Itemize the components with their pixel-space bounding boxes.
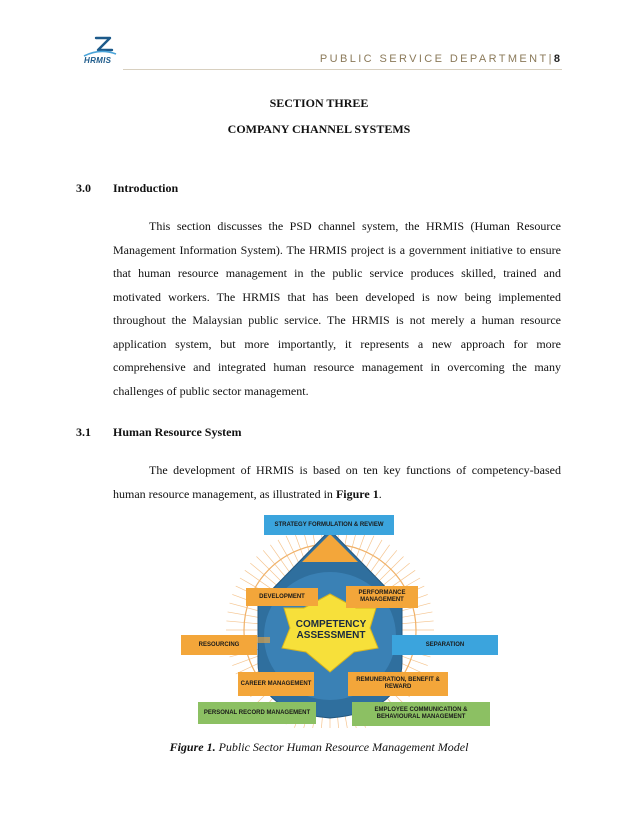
section-number: 3.0: [76, 181, 91, 195]
hr-system-paragraph: [113, 459, 561, 506]
separation-label: SEPARATION: [392, 635, 498, 655]
hr-model-figure: [180, 512, 498, 728]
section-heading: Introduction: [113, 181, 179, 195]
page-number: 8: [553, 53, 560, 65]
running-header: [320, 53, 560, 65]
caption-label: Figure 1.: [169, 740, 216, 754]
personal-record-label: PERSONAL RECORD MANAGEMENT: [198, 702, 316, 724]
section-heading: Human Resource System: [113, 425, 242, 439]
caption-text: Public Sector Human Resource Management Model: [218, 740, 469, 754]
header-rule: [123, 69, 562, 70]
competency-core-label: COMPETENCY ASSESSMENT: [295, 619, 367, 641]
figure-reference: Figure 1: [335, 486, 379, 501]
section-number: 3.1: [76, 425, 91, 439]
up-arrow: [302, 534, 358, 562]
section-subtitle: COMPANY CHANNEL SYSTEMS: [227, 122, 411, 136]
section-title: SECTION THREE: [269, 96, 369, 110]
resourcing-label: RESOURCING: [181, 635, 257, 655]
career-label: CAREER MANAGEMENT: [238, 672, 314, 696]
performance-label: PERFORMANCE MANAGEMENT: [346, 586, 418, 608]
intro-paragraph: This section discusses the PSD channel system, the HRMIS (Human Resource Management Information System). The HRMIS project is a government initiative to ensure that human resource management in the public service produces skilled, trained and motivated workers. The HRMIS that has been developed is now being implemented throughout the Malaysian public service. The HRMIS is not merely a human resource application system, but more importantly, it represents a new approach for more comprehensive and integrated human resource management in overcoming the many challenges of public sector management.: [113, 219, 561, 398]
remuneration-label: REMUNERATION, BENEFIT & REWARD: [348, 672, 448, 696]
paragraph-end: .: [378, 486, 382, 501]
employee-communication-label: EMPLOYEE COMMUNICATION & BEHAVIOURAL MANAGEMENT: [352, 702, 490, 726]
header-separator: |: [548, 53, 554, 65]
development-label: DEVELOPMENT: [246, 588, 318, 606]
logo-text: HRMIS: [84, 56, 112, 65]
department-name: PUBLIC SERVICE DEPARTMENT: [319, 53, 549, 65]
paragraph-text: The development of HRMIS is based on ten key functions of competency-based human resource management, as illustrated in: [113, 463, 561, 501]
strategy-label: STRATEGY FORMULATION & REVIEW: [264, 515, 394, 535]
figure-caption: [0, 740, 638, 755]
